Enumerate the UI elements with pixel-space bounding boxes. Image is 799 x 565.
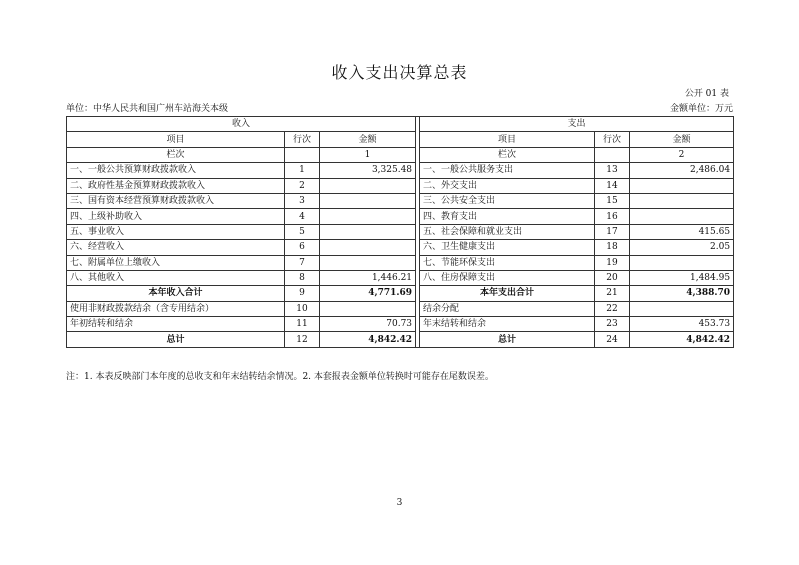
expense-row-no-cell: 15	[595, 193, 630, 208]
amount-unit: 金额单位：万元	[669, 104, 733, 114]
expense-row-no-cell: 17	[595, 224, 630, 239]
expense-item-cell: 二、外交支出	[420, 178, 595, 193]
expense-row-no-cell: 24	[595, 332, 630, 347]
expense-item-cell: 一、一般公共服务支出	[420, 163, 595, 178]
reporting-unit: 单位：中华人民共和国广州车站海关本级	[66, 104, 229, 114]
expense-item-cell: 总计	[420, 332, 595, 347]
income-item-cell: 使用非财政拨款结余（含专用结余）	[67, 301, 285, 316]
table-row	[67, 178, 734, 193]
form-number: 公开 01 表	[684, 89, 729, 99]
expense-amount-cell	[630, 193, 734, 208]
income-item-cell: 五、事业收入	[67, 224, 285, 239]
income-item-cell: 年初结转和结余	[67, 317, 285, 332]
expense-row-no-cell: 22	[595, 301, 630, 316]
income-amount-cell	[320, 193, 416, 208]
income-item-cell: 六、经营收入	[67, 240, 285, 255]
expense-amount-cell: 415.65	[630, 224, 734, 239]
column-header-row	[67, 132, 734, 147]
income-row-no-cell: 11	[285, 317, 320, 332]
expense-amount-cell	[630, 178, 734, 193]
footnote: 注：1. 本表反映部门本年度的总收支和年末结转结余情况。2. 本套报表金额单位转换时可能存在尾数误差。	[66, 372, 494, 382]
expense-amount-cell	[630, 301, 734, 316]
expense-row-no-header: 行次	[595, 132, 630, 147]
expense-item-cell: 结余分配	[420, 301, 595, 316]
expense-row-no-cell: 16	[595, 209, 630, 224]
expense-amount-cell: 2,486.04	[630, 163, 734, 178]
section-header-row	[67, 117, 734, 132]
income-index-label: 栏次	[67, 147, 285, 162]
income-row-no-cell: 8	[285, 270, 320, 285]
income-amount-cell: 1,446.21	[320, 270, 416, 285]
income-row-no-cell: 12	[285, 332, 320, 347]
expense-row-no-cell: 18	[595, 240, 630, 255]
expense-item-cell: 五、社会保障和就业支出	[420, 224, 595, 239]
income-row-no-cell: 2	[285, 178, 320, 193]
table-row	[67, 240, 734, 255]
expense-amount-cell: 2.05	[630, 240, 734, 255]
income-item-cell: 本年收入合计	[67, 286, 285, 301]
income-row-no-cell: 3	[285, 193, 320, 208]
income-amount-cell: 70.73	[320, 317, 416, 332]
expense-item-cell: 三、公共安全支出	[420, 193, 595, 208]
table-row	[67, 193, 734, 208]
income-header: 收入	[67, 117, 416, 132]
page-number: 3	[396, 498, 403, 508]
income-amount-cell	[320, 255, 416, 270]
income-amount-cell: 3,325.48	[320, 163, 416, 178]
expense-row-no-cell: 19	[595, 255, 630, 270]
income-index-blank	[285, 147, 320, 162]
expense-amount-cell: 453.73	[630, 317, 734, 332]
income-row-no-cell: 7	[285, 255, 320, 270]
report-title: 收入支出决算总表	[331, 63, 468, 82]
table-row	[67, 224, 734, 239]
expense-amount-cell: 1,484.95	[630, 270, 734, 285]
income-item-cell: 总计	[67, 332, 285, 347]
column-index-row	[67, 147, 734, 162]
expense-amount-cell	[630, 209, 734, 224]
expense-item-cell: 本年支出合计	[420, 286, 595, 301]
expense-row-no-cell: 20	[595, 270, 630, 285]
expense-amount-cell: 4,842.42	[630, 332, 734, 347]
expense-index-blank	[595, 147, 630, 162]
expense-row-no-cell: 21	[595, 286, 630, 301]
income-amount-header: 金额	[320, 132, 416, 147]
expense-item-cell: 年末结转和结余	[420, 317, 595, 332]
expense-index-value: 2	[630, 147, 734, 162]
total-row	[67, 286, 734, 301]
income-item-cell: 二、政府性基金预算财政拨款收入	[67, 178, 285, 193]
table-row	[67, 270, 734, 285]
expense-item-cell: 四、教育支出	[420, 209, 595, 224]
income-item-cell: 一、一般公共预算财政拨款收入	[67, 163, 285, 178]
table-row	[67, 255, 734, 270]
income-item-cell: 四、上级补助收入	[67, 209, 285, 224]
expense-amount-cell: 4,388.70	[630, 286, 734, 301]
table-row	[67, 163, 734, 178]
expense-row-no-cell: 14	[595, 178, 630, 193]
expense-item-cell: 八、住房保障支出	[420, 270, 595, 285]
income-item-cell: 七、附属单位上缴收入	[67, 255, 285, 270]
income-amount-cell: 4,842.42	[320, 332, 416, 347]
expense-item-cell: 七、节能环保支出	[420, 255, 595, 270]
income-amount-cell	[320, 224, 416, 239]
income-amount-cell	[320, 301, 416, 316]
income-amount-cell	[320, 209, 416, 224]
income-row-no-cell: 5	[285, 224, 320, 239]
expense-item-header: 项目	[420, 132, 595, 147]
income-row-no-header: 行次	[285, 132, 320, 147]
income-row-no-cell: 4	[285, 209, 320, 224]
expense-row-no-cell: 13	[595, 163, 630, 178]
expense-item-cell: 六、卫生健康支出	[420, 240, 595, 255]
table-row	[67, 209, 734, 224]
expense-amount-cell	[630, 255, 734, 270]
table-row	[67, 301, 734, 316]
income-amount-cell: 4,771.69	[320, 286, 416, 301]
income-row-no-cell: 9	[285, 286, 320, 301]
expense-amount-header: 金额	[630, 132, 734, 147]
expense-header: 支出	[420, 117, 734, 132]
income-index-value: 1	[320, 147, 416, 162]
table-row	[67, 317, 734, 332]
income-row-no-cell: 10	[285, 301, 320, 316]
income-amount-cell	[320, 178, 416, 193]
total-row	[67, 332, 734, 347]
income-amount-cell	[320, 240, 416, 255]
income-expense-table	[66, 116, 734, 348]
income-item-cell: 八、其他收入	[67, 270, 285, 285]
income-item-cell: 三、国有资本经营预算财政拨款收入	[67, 193, 285, 208]
income-row-no-cell: 6	[285, 240, 320, 255]
expense-index-label: 栏次	[420, 147, 595, 162]
expense-row-no-cell: 23	[595, 317, 630, 332]
income-row-no-cell: 1	[285, 163, 320, 178]
income-item-header: 项目	[67, 132, 285, 147]
